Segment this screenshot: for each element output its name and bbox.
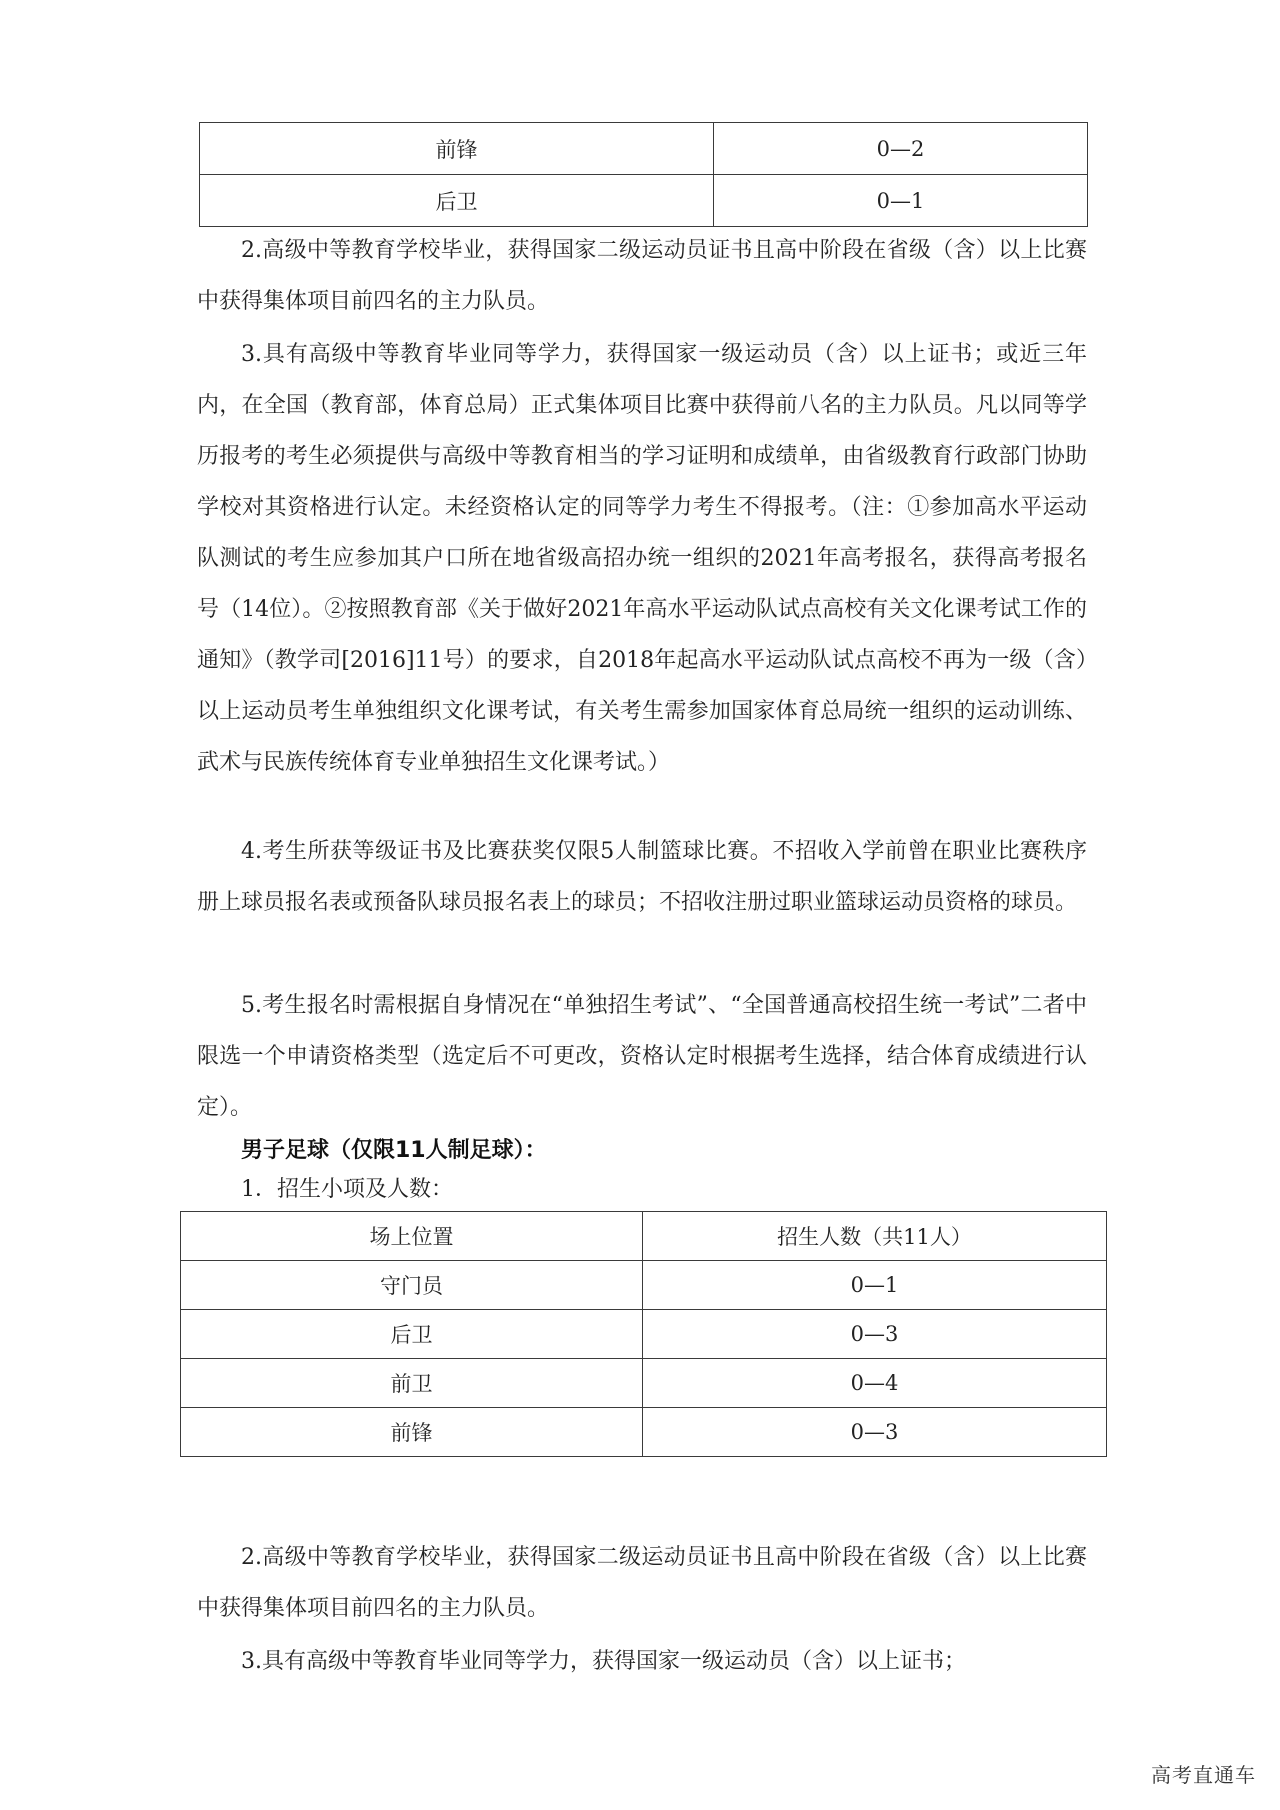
count-cell: 0—3 — [643, 1408, 1107, 1457]
position-cell: 守门员 — [181, 1261, 643, 1310]
table-row — [181, 1408, 1107, 1457]
header-position-cell: 场上位置 — [181, 1212, 643, 1261]
football-positions-table — [180, 1211, 1107, 1457]
table-row — [181, 1310, 1107, 1359]
table-row — [181, 1359, 1107, 1408]
football-rule-2: 2.高级中等教育学校毕业，获得国家二级运动员证书且高中阶段在省级（含）以上比赛中获得集体项目前四名的主力队员。 — [197, 1545, 1087, 1621]
count-cell: 0—4 — [643, 1359, 1107, 1408]
football-heading: 男子足球（仅限11人制足球）： — [241, 1138, 547, 1163]
basketball-positions-table — [199, 122, 1088, 227]
table-header-row — [181, 1212, 1107, 1261]
football-rule-3: 3.具有高级中等教育毕业同等学力，获得国家一级运动员（含）以上证书； — [241, 1649, 966, 1674]
header-count-cell: 招生人数（共11人） — [643, 1212, 1107, 1261]
watermark-text: 高考直通车 — [1151, 1763, 1256, 1787]
position-cell: 后卫 — [200, 175, 714, 227]
position-cell: 前锋 — [181, 1408, 643, 1457]
count-cell: 0—1 — [714, 175, 1088, 227]
basketball-rule-5: 5.考生报名时需根据自身情况在“单独招生考试”、“全国普通高校招生统一考试”二者中限选一个申请资格类型（选定后不可更改，资格认定时根据考生选择，结合体育成绩进行认定）。 — [197, 993, 1087, 1120]
basketball-rule-2: 2.高级中等教育学校毕业，获得国家二级运动员证书且高中阶段在省级（含）以上比赛中获得集体项目前四名的主力队员。 — [197, 238, 1087, 314]
football-item-1-label: 1．招生小项及人数： — [241, 1177, 453, 1202]
basketball-rule-4: 4.考生所获等级证书及比赛获奖仅限5人制篮球比赛。不招收入学前曾在职业比赛秩序册上球员报名表或预备队球员报名表上的球员；不招收注册过职业篮球运动员资格的球员。 — [197, 839, 1087, 915]
position-cell: 后卫 — [181, 1310, 643, 1359]
table-row — [181, 1261, 1107, 1310]
count-cell: 0—2 — [714, 123, 1088, 175]
table-row — [200, 175, 1088, 227]
position-cell: 前卫 — [181, 1359, 643, 1408]
count-cell: 0—1 — [643, 1261, 1107, 1310]
table-row — [200, 123, 1088, 175]
count-cell: 0—3 — [643, 1310, 1107, 1359]
basketball-rule-3: 3.具有高级中等教育毕业同等学力，获得国家一级运动员（含）以上证书；或近三年内，在全国（教育部，体育总局）正式集体项目比赛中获得前八名的主力队员。凡以同等学历报考的考生必须提供与高级中等教育相当的学习证明和成绩单，由省级教育行政部门协助学校对其资格进行认定。未经资格认定的同等学力考生不得报考。（注：①参加高水平运动队测试的考生应参加其户口所在地省级高招办统一组织的2021年高考报名，获得高考报名号（14位）。②按照教育部《关于做好2021年高水平运动队试点高校有关文化课考试工作的通知》（教学司[2016]11号）的要求，自2018年起高水平运动队试点高校不再为一级（含）以上运动员考生单独组织文化课考试，有关考生需参加国家体育总局统一组织的运动训练、武术与民族传统体育专业单独招生文化课考试。） — [197, 342, 1087, 775]
position-cell: 前锋 — [200, 123, 714, 175]
